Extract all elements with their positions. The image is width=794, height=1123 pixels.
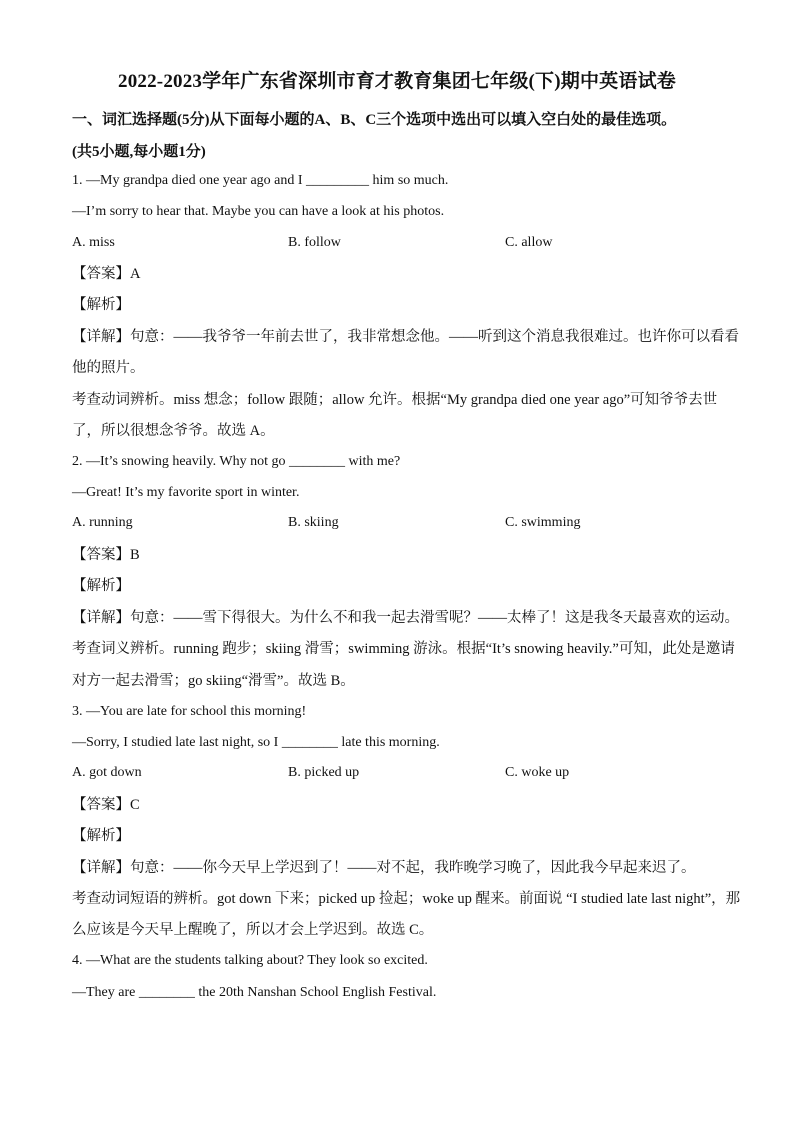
question-2-option-a: A. running: [72, 515, 133, 530]
question-3-detail-line: 【详解】句意：——你今天早上学迟到了！——对不起，我昨晚学习晚了，因此我今早起来迟了。: [72, 860, 696, 876]
question-3-stem: 3. —You are late for school this morning!: [72, 704, 307, 719]
question-1-answer: 【答案】A: [72, 266, 141, 282]
question-1-detail-line: 考查动词辨析。miss 想念；follow 跟随；allow 允许。根据“My grandpa died one year ago”可知爷爷去世: [72, 392, 718, 408]
question-4-reply: —They are ________ the 20th Nanshan School English Festival.: [72, 985, 437, 1000]
page-title: 2022-2023学年广东省深圳市育才教育集团七年级(下)期中英语试卷: [118, 71, 676, 92]
question-1-detail-line: 【详解】句意：——我爷爷一年前去世了，我非常想念他。——听到这个消息我很难过。也许你可以看看: [72, 329, 739, 345]
question-1-option-c: C. allow: [505, 235, 553, 250]
question-2-analysis-label: 【解析】: [72, 578, 130, 594]
question-1-analysis-label: 【解析】: [72, 297, 130, 313]
question-3-analysis-label: 【解析】: [72, 828, 130, 844]
question-2-stem: 2. —It’s snowing heavily. Why not go ________ with me?: [72, 454, 401, 469]
question-3-reply: —Sorry, I studied late last night, so I ________ late this morning.: [72, 735, 440, 750]
question-3-option-a: A. got down: [72, 765, 142, 780]
question-1-detail-line: 他的照片。: [72, 360, 145, 376]
question-3-option-b: B. picked up: [288, 765, 360, 780]
question-1-detail-line: 了，所以很想念爷爷。故选 A。: [72, 423, 275, 439]
question-3-detail-line: 么应该是今天早上醒晚了，所以才会上学迟到。故选 C。: [72, 922, 434, 938]
question-2-option-c: C. swimming: [505, 515, 581, 530]
question-2-answer: 【答案】B: [72, 547, 140, 563]
question-3-option-c: C. woke up: [505, 765, 570, 780]
question-2-reply: —Great! It’s my favorite sport in winter.: [72, 485, 300, 500]
question-4-stem: 4. —What are the students talking about? They look so excited.: [72, 953, 428, 968]
question-2-detail-line: 【详解】句意：——雪下得很大。为什么不和我一起去滑雪呢？——太棒了！这是我冬天最喜欢的运动。: [72, 610, 739, 626]
question-2-detail-line: 对方一起去滑雪；go skiing“滑雪”。故选 B。: [72, 673, 355, 689]
section-heading-note: (共5小题,每小题1分): [72, 144, 206, 160]
question-3-detail-line: 考查动词短语的辨析。got down 下来；picked up 捡起；woke up 醒来。前面说 “I studied late last night”，那: [72, 891, 741, 907]
question-1-option-b: B. follow: [288, 235, 341, 250]
question-2-option-b: B. skiing: [288, 515, 339, 530]
question-1-option-a: A. miss: [72, 235, 115, 250]
question-3-answer: 【答案】C: [72, 797, 140, 813]
question-2-detail-line: 考查词义辨析。running 跑步；skiing 滑雪；swimming 游泳。根据“It’s snowing heavily.”可知，此处是邀请: [72, 641, 735, 657]
section-heading: 一、词汇选择题(5分)从下面每小题的A、B、C三个选项中选出可以填入空白处的最佳选项。: [72, 112, 677, 128]
question-1-reply: —I’m sorry to hear that. Maybe you can have a look at his photos.: [72, 204, 445, 219]
question-1-stem: 1. —My grandpa died one year ago and I _________ him so much.: [72, 173, 449, 188]
